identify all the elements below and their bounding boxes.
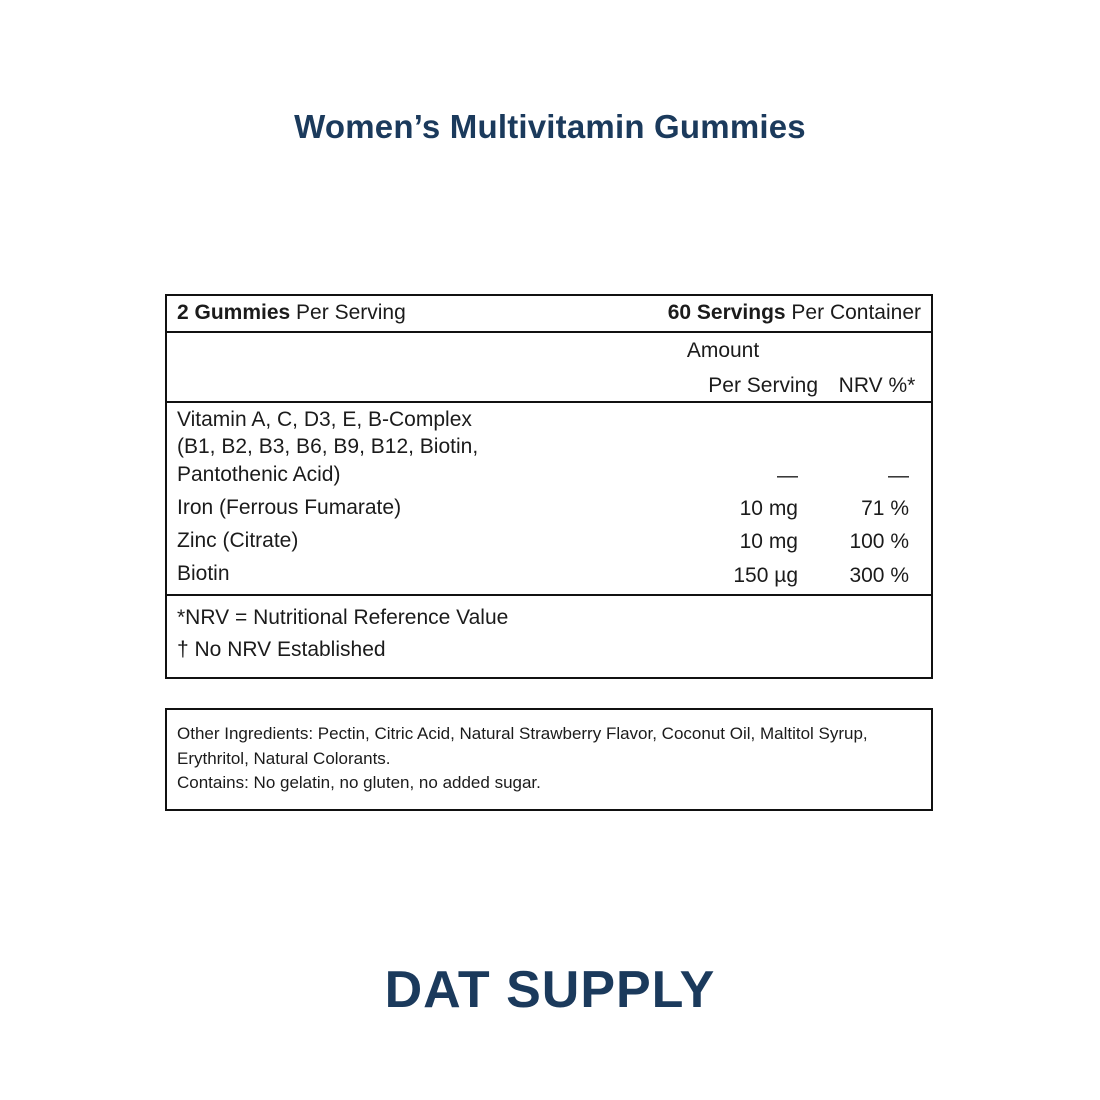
nutrient-nrv: 300 % bbox=[804, 557, 931, 594]
nutrient-amount: 10 mg bbox=[739, 497, 798, 521]
table-row bbox=[167, 557, 931, 594]
column-header-amount: Amount bbox=[686, 339, 760, 362]
nutrient-amount: 150 µg bbox=[648, 557, 804, 594]
serving-size bbox=[177, 301, 406, 325]
column-header-nrv: NRV %* bbox=[838, 374, 916, 397]
table-row bbox=[167, 491, 931, 524]
nutrient-nrv: 100 % bbox=[849, 530, 909, 554]
contains-text: Contains: No gelatin, no gluten, no added sugar. bbox=[177, 773, 541, 793]
serving-info-row bbox=[167, 296, 931, 333]
serving-size-value: 2 Gummies bbox=[177, 301, 291, 324]
nutrient-nrv: 71 % bbox=[861, 497, 909, 521]
other-ingredients-box bbox=[165, 708, 933, 811]
nutrient-name: Vitamin A, C, D3, E, B-Complex (B1, B2, B3, B6, B9, B12, Biotin, Pantothenic Acid) bbox=[177, 408, 479, 486]
footnotes bbox=[167, 596, 931, 677]
footnote-no-nrv: † No NRV Established bbox=[177, 638, 386, 662]
column-headers bbox=[167, 333, 931, 403]
supplement-facts-panel bbox=[165, 294, 933, 679]
serving-size-label: Per Serving bbox=[290, 301, 406, 324]
nutrient-name: Zinc (Citrate) bbox=[177, 529, 299, 553]
nutrient-name: Iron (Ferrous Fumarate) bbox=[177, 495, 402, 519]
footnote-nrv: *NRV = Nutritional Reference Value bbox=[177, 605, 509, 629]
table-row bbox=[167, 524, 931, 557]
table-row bbox=[167, 403, 931, 491]
servings-per-container bbox=[668, 301, 921, 325]
column-header-per-serving: Per Serving bbox=[708, 374, 818, 397]
brand-logo: DAT SUPPLY bbox=[384, 961, 716, 1019]
other-ingredients-text: Other Ingredients: Pectin, Citric Acid, Natural Strawberry Flavor, Coconut Oil, Maltitol Syrup, Erythritol, Natural Colorants. bbox=[177, 724, 868, 768]
page-title: Women’s Multivitamin Gummies bbox=[294, 108, 806, 145]
nutrient-name: Biotin bbox=[167, 557, 648, 594]
nutrients-table bbox=[167, 403, 931, 596]
nutrient-amount: 10 mg bbox=[739, 530, 798, 554]
nutrient-amount: — bbox=[777, 463, 798, 487]
servings-count-label: Per Container bbox=[785, 301, 921, 324]
servings-count-value: 60 Servings bbox=[667, 301, 786, 324]
nutrient-nrv: — bbox=[888, 463, 909, 487]
